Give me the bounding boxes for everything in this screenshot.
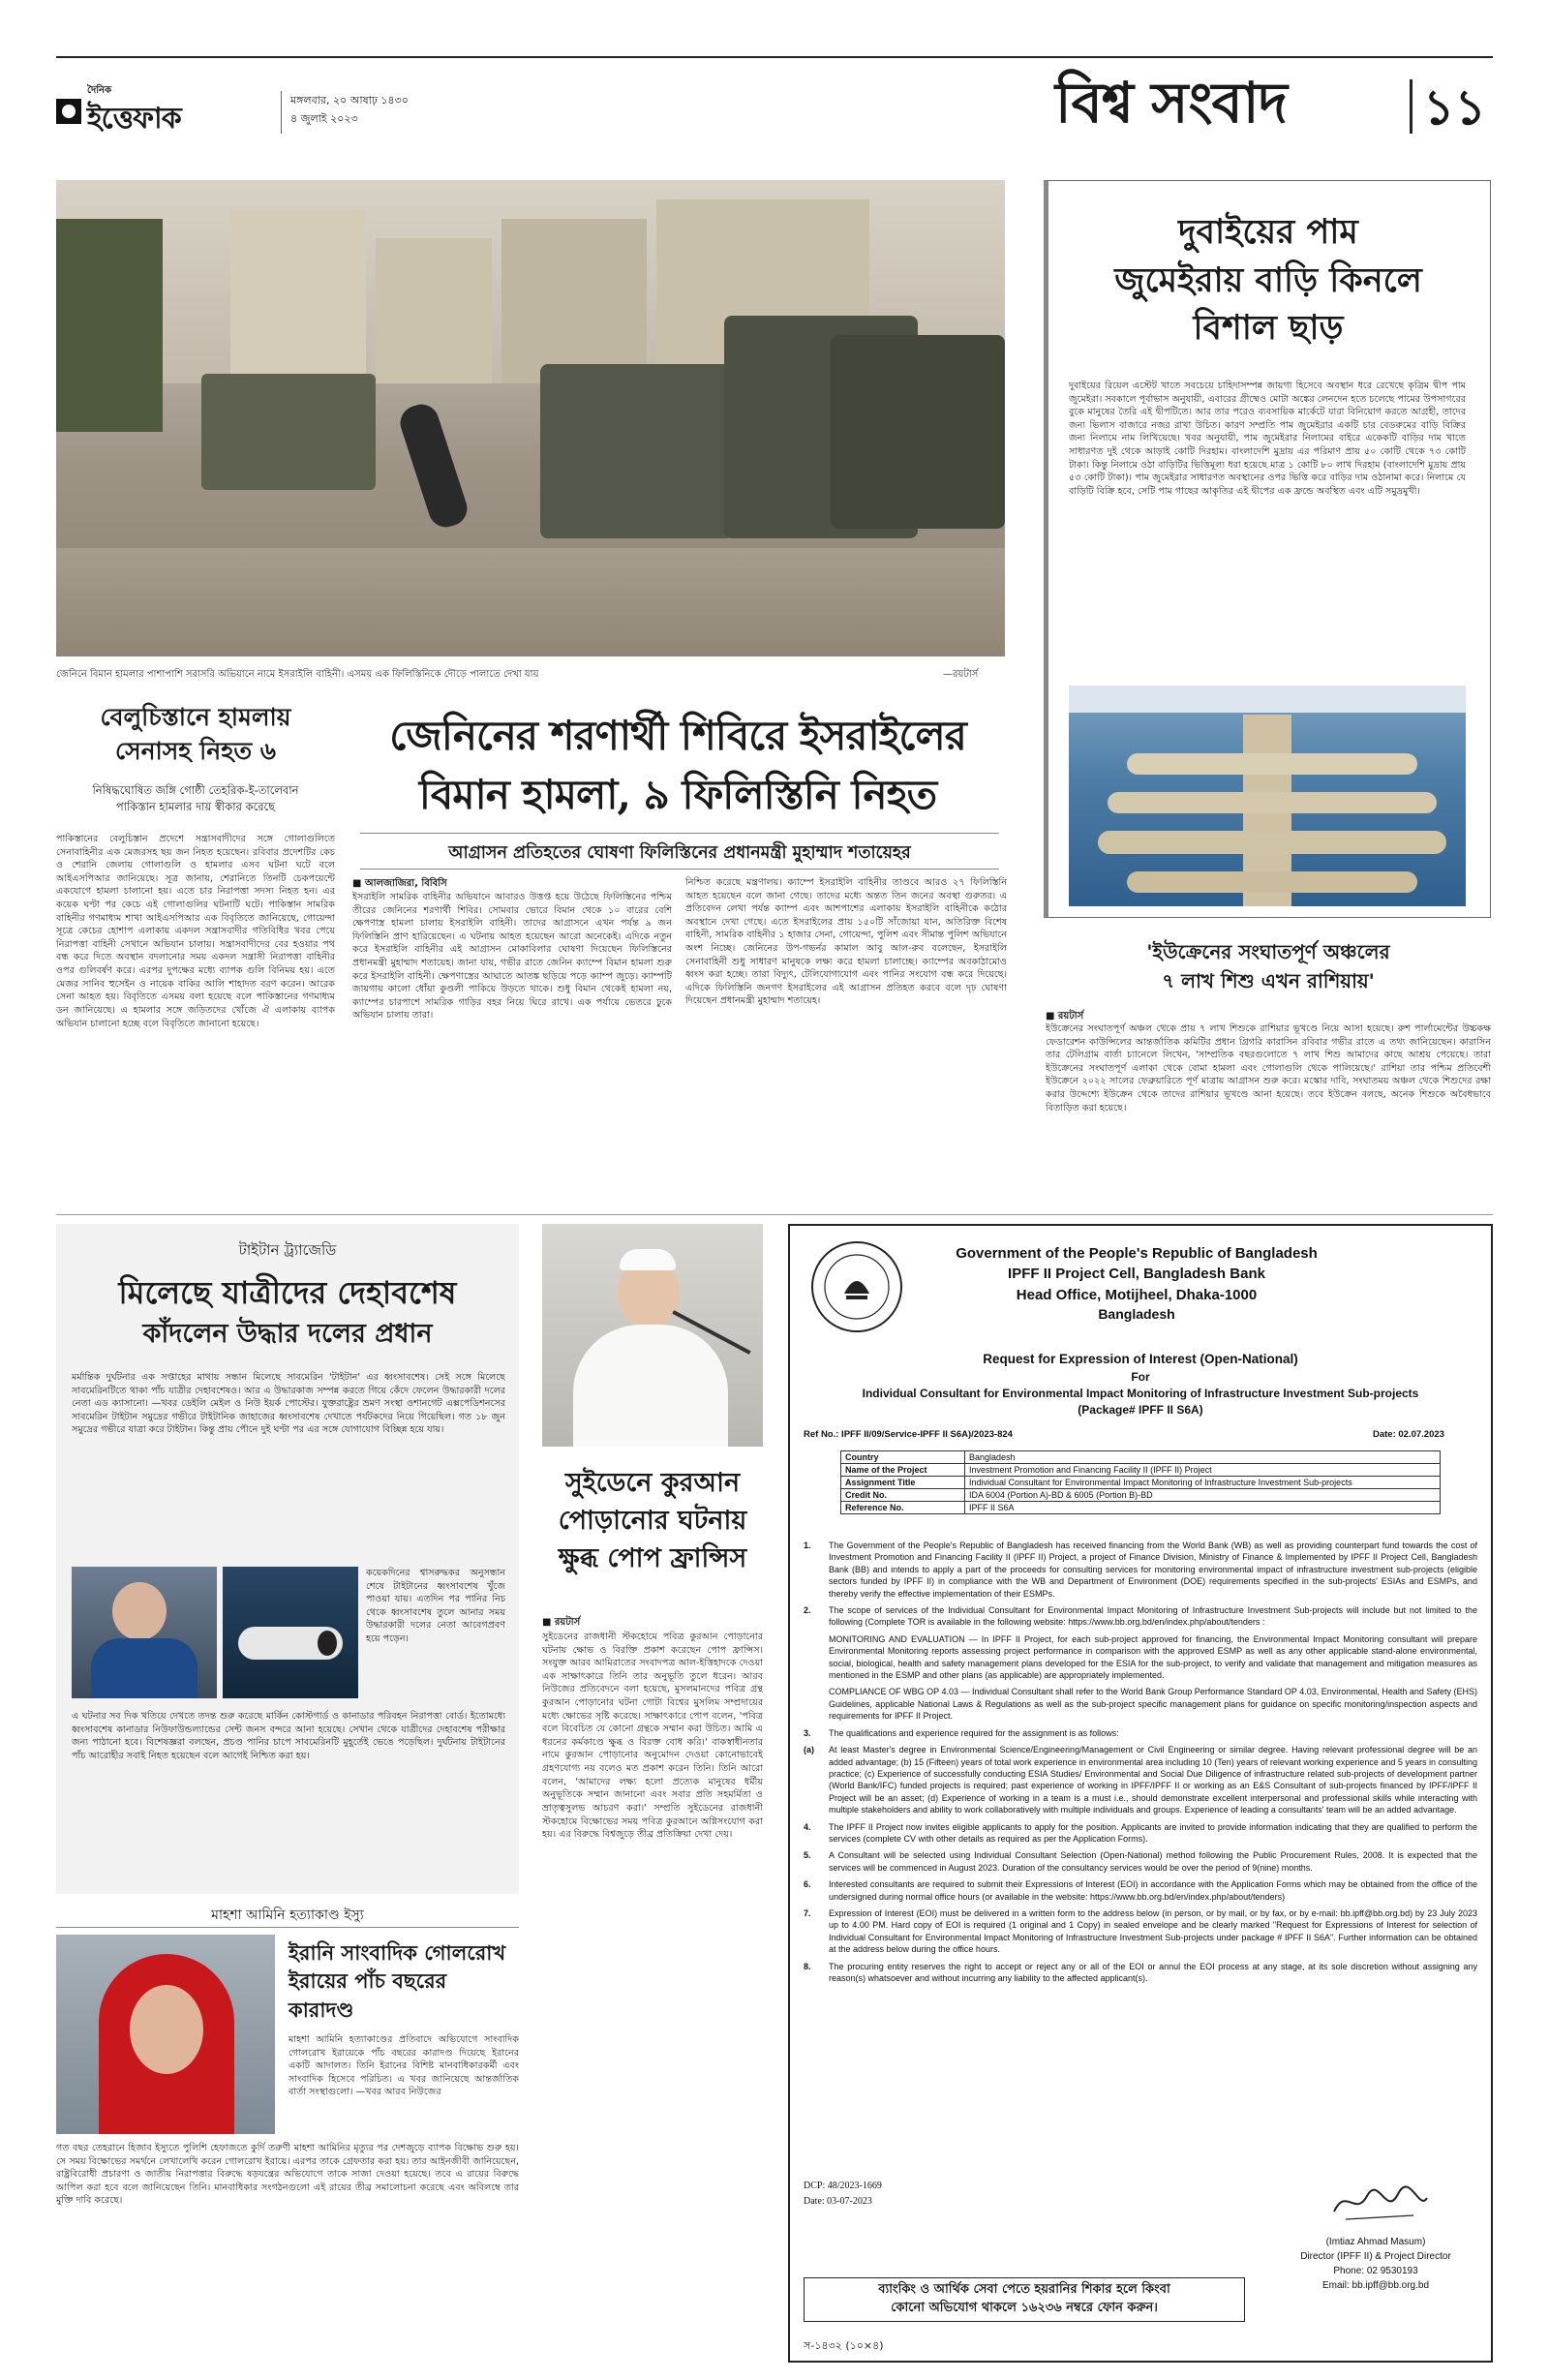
ad-table-value: IPFF II S6A (965, 1502, 1441, 1514)
lead-body-col-2: নিশ্চিত করেছে মন্ত্রণালয়। ক্যাম্পে ইসরাইলি বাহিনীর তাণ্ডবে আরও ২৭ ফিলিস্তিনি আহত হয়েছেন বলে জানা গেছে। তাদের মধ্যে অন্তত তিন জনের অবস্থা গুরুতর। এ প্রতিবেদন লেখা পর্যন্ত ক্যাম্প এবং আশপাশের এলাকায় ইসরাইলি বাহিনীকে কঠোর অবস্থানে দেখা গেছে। এতে ইসরাইলের প্রায় ১৫০টি সাঁজোয়া যান, অতিরিক্ত বিশেষ বাহিনী, সামরিক বাহিনীর ১ হাজার সেনা, গোয়েন্দা, পুলিশ এবং সীমান্ত পুলিশ অভিযানে অংশ নিচ্ছে। জেনিনের উপ-গভর্নর কামাল আবু আল-রুব বলেছেন, ইসরাইলি সেনাবাহিনী শুধু সাধারণ মানুষকে লক্ষ্য করে হামলা চালাচ্ছে। ক্যাম্পের অবকাঠামোও ধ্বংস করা হচ্ছে। তারা বিদ্যুৎ, টেলিযোগাযোগ এবং পানির সংযোগ বন্ধ করে দিয়েছে। এদিকে ফিলিস্তিনি জনগণ ইসরাইলের এই আগ্রাসন প্রতিহত করবে বলে দৃঢ় ঘোষণা দিয়েছেন প্রধানমন্ত্রী মুহাম্মাদ শতায়েহ। (685, 877, 1007, 1007)
ad-item (804, 1821, 1477, 1846)
ad-package: (Package# IPFF II S6A) (1078, 1403, 1203, 1418)
dubai-body: দুবাইয়ের রিয়েল এস্টেট খাতে সবচেয়ে চাহিদাসম্পন্ন জায়গা হিসেবে অবস্থান ধরে রেখেছে কৃত্রিম দ্বীপ পাম জুমেইরা। সবকালে পূর্বাভাস অনুযায়ী, এবারের গ্রীষ্মেও মোটা অঙ্কের লেনদেন হতে চলেছে পামের উপসাগরের বুকে মানুষের তৈরি এই দ্বীপটিতে। আর তার পরেও ব্যবসায়িক মার্কেটে যারা বিনিয়োগ করতে আগ্রহী, তাদের জন্য ভিলাস বাজারে নজর রাখা উচিত। কারণ সম্প্রতি পাম জুমেইরার একটি চার বেডরুমের বাড়ি বিক্রির জন্য নিলামে নাম লিখিয়েছে। খবর অনুযায়ী, পাম জুমেইরার নিলামের বাইরে একেকটি বাড়ির দাম খাতে সাধারণত দুই থেকে আড়াই কোটি দিরহাম। বাংলাদেশি মুদ্রায় এর পরিমাণ প্রায় ৫০ কোটি থেকে ৭৩ কোটি টাকা। কিন্তু নিলামে ওঠা বাড়িটির ভিত্তিমূল্য ধরা হয়েছে মাত্র ১ কোটি ৮০ লাখ দিরহাম (বাংলাদেশি মুদ্রায় প্রায় ৫৩ কোটি টাকা)। পাম জুমেইরার সাধারণত অবস্থানের ওপর ভিত্তি করে বাড়ির দাম ওঠানামা করে। নিলামে যে বাড়িটি বিক্রি হবে, সেটি পাম গাছের আকৃতির এই দ্বীপের এক ফ্রন্ডে অবস্থিত এবং এটি সমুদ্রমুখী। (1069, 381, 1466, 497)
lead-headline-line-2: বিমান হামলা, ৯ ফিলিস্তিনি নিহত (418, 770, 937, 818)
bangladesh-bank-seal-icon (809, 1239, 904, 1334)
ad-country: Bangladesh (1098, 1305, 1175, 1322)
ad-table-value: Investment Promotion and Financing Facility II (IPFF II) Project (965, 1464, 1441, 1477)
ad-item-text: The IPFF II Project now invites eligible applicants to apply for the position. Applicants are invited to provide information indicating that they are qualified to perform the services (complete CV with other details as required as per the Application Forms). (829, 1821, 1477, 1844)
signature-icon (1326, 2179, 1433, 2227)
ad-item (804, 1961, 1477, 1985)
dubai-headline (1046, 208, 1491, 352)
ad-item-text: At least Master's degree in Environmental Science/Engineering/Management or Civil Engineering or similar degree. Having relevant professional degree will be an added advantage; (b) 15 (Fifteen) years of total work experience in environmental area including 10 (Ten) years of relevant working experience and 5 years in consulting practice; (c) Experience of successfully conducting ESIA Studies/ Environmental and Social Due Diligence of infrastructure related sub-projects of development partner (World Bank/IFC) funded projects is required; past experience of working in IPFF/IPFF II or working as an E&S Consultant of sub-projects financed by IPFF/IPFF II Project will be an asset; (d) Experience of working in a team is a must i.e., should demonstrate excellent interpersonal and professional skills while interacting with multiple stakeholders and ability to work collaboratively with multiple individuals and groups. Experience of leading a consultants' team will be an added advantage. (829, 1745, 1477, 1816)
ad-request-title: Request for Expression of Interest (Open-National) (983, 1352, 1298, 1366)
ukraine-headline-line-2: ৭ লাখ শিশু এখন রাশিয়ায়' (1162, 969, 1375, 992)
baluch-subhead (56, 782, 335, 816)
mahsa-kicker: মাহশা আমিনি হত্যাকাণ্ড ইস্যু (211, 1907, 364, 1923)
dubai-headline-line-2: জুমেইরায় বাড়ি কিনলে (1114, 259, 1422, 300)
pope-headline-line-1: সুইডেনে কুরআন (564, 1468, 741, 1498)
baluch-headline-line-2: সেনাসহ নিহত ৬ (114, 737, 277, 765)
baluch-headline (56, 700, 335, 768)
lead-subhead: আগ্রাসন প্রতিহতের ঘোষণা ফিলিস্তিনের প্রধানমন্ত্রী মুহাম্মাদ শতায়েহর (448, 843, 911, 863)
ad-item-text: The qualifications and experience required for the assignment is as follows: (829, 1727, 1119, 1738)
lead-dateline: ■ আলজাজিরা, বিবিসি (352, 878, 447, 889)
dubai-headline-line-3: বিশাল ছাড় (1193, 308, 1344, 349)
ad-government: Government of the People's Republic of Bangladesh (956, 1245, 1318, 1262)
ad-item (804, 1744, 1477, 1816)
ad-item-number (804, 1633, 829, 1682)
lead-body-col-1: ইসরাইলি সামরিক বাহিনীর অভিযানে আবারও উত্তপ্ত হয়ে উঠেছে ফিলিস্তিনের পশ্চিম তীরের জেনিনের শরণার্থী শিবির। সোমবার ভোরে বিমান থেকে ১০ বারের বেশি ক্ষেপণাস্ত্র হামলা চালায় ইসরাইলি বাহিনী। তাদের আগ্রাসনে এখন পর্যন্ত ৯ জন ফিলিস্তিনি প্রাণ হারিয়েছেন। এ ঘটনায় আহত হয়েছেন আরো অনেকেই। এদিকে নতুন করে ইসরাইলি বাহিনীর এই আগ্রাসন মোকাবিলার ঘোষণা দিয়েছেন ফিলিস্তিনের প্রধানমন্ত্রী মুহাম্মাদ শতায়েহ। জানা যায়, গভীর রাতে জেনিন ক্যাম্পে বিমান হামলা শুরু করে ইসরাইলি বাহিনী। ক্ষেপণাস্ত্রের আঘাতে আতঙ্ক ছড়িয়ে পড়ে ক্যাম্প জুড়ে। ক্যাম্পটি জায়গায় কালো ধোঁয়া কুণ্ডলী পাকিয়ে উড়তে থাকে। শুধু বিমান থেকেই হামলা নয়, ক্যাম্পের চারপাশে সামরিক গাড়ির বহর নিয়ে ঘিরে রাখে। এক পর্যায়ে ভেতরে ঢুকে অভিযান চালায় তারা। (352, 892, 672, 1022)
pope-dateline: ■ রয়টার্স (542, 1617, 581, 1628)
ad-table-key: Reference No. (841, 1502, 965, 1514)
ad-table-key: Country (841, 1451, 965, 1464)
ad-item (804, 1878, 1477, 1903)
lead-headline (349, 707, 1007, 825)
ad-table-row (841, 1451, 1441, 1464)
titan-photo-submarine (223, 1567, 358, 1698)
ad-table-value: IDA 6004 (Portion A)-BD & 6005 (Portion B)-BD (965, 1489, 1441, 1502)
ad-signatory: (Imtiaz Ahmad Masum) (1325, 2237, 1426, 2247)
ad-item (804, 1849, 1477, 1874)
ad-item-number: 6. (804, 1879, 811, 1890)
logo-name: ইত্তেফাক (87, 102, 181, 136)
ad-item-number: 4. (804, 1821, 811, 1832)
ad-dcp: DCP: 48/2023-1669 (804, 2181, 882, 2191)
mahsa-headline-line-3: কারাদণ্ড (289, 1997, 354, 2022)
bangladesh-bank-seal (809, 1239, 904, 1334)
titan-headline-line-1: মিলেছে যাত্রীদের দেহাবশেষ (118, 1274, 457, 1311)
ad-table-value: Individual Consultant for Environmental Impact Monitoring of Infrastructure Investment Sub-projects (965, 1477, 1441, 1489)
logo-small-text: দৈনিক (87, 85, 112, 96)
ad-table-value: Bangladesh (965, 1451, 1441, 1464)
ad-email: Email: bb.ipff@bb.org.bd (1321, 2280, 1430, 2291)
mahsa-body-side: মাহশা আমিনি হত্যাকাণ্ডের প্রতিবাদে অভিযোগে সাংবাদিক গোলরোখ ইরায়েকে পাঁচ বছরের কারাদণ্ড দিয়েছে ইরানের একটি আদালত। তিনি ইরানের বিশিষ্ট মানবাধিকারকর্মী এবং সাংবাদিক হিসেবে পরিচিত। এ খবর জানিয়েছে আন্তর্জাতিক বার্তা সংস্থাগুলো। —খবর আরব নিউজের (289, 2034, 519, 2098)
ad-items (804, 1540, 1477, 2150)
ad-item (804, 1633, 1477, 1682)
ad-signatory-block (1274, 2235, 1477, 2293)
ad-signature (1326, 2179, 1433, 2227)
dubai-headline-line-1: দুবাইয়ের পাম (1178, 212, 1358, 252)
ad-item-text: The procuring entity reserves the right to accept or reject any or all of the EOI or annul the EOI process at any stage, at its sole discretion without assigning any reason(s) whatsoever and without incurring any liability to the affected applicant(s). (829, 1961, 1477, 1983)
lead-photo-caption: জেনিনে বিমান হামলার পাশাপাশি সরাসরি অভিযানে নামে ইসরাইলি বাহিনী। এসময় এক ফিলিস্তিনিকে দৌড়ে পালাতে দেখা যায় (56, 669, 539, 680)
ad-code: স-১৪৩২ (১০×৪) (804, 2339, 884, 2352)
ad-table-row (841, 1502, 1441, 1514)
ad-date: Date: 02.07.2023 (1373, 1429, 1444, 1440)
ad-item-text: A Consultant will be selected using Individual Consultant Selection (Open-National) method following the Public Procurement Rules, 2008. It is expected that the services will be commenced in August 2023. Duration of the consultancy services would be over the period of 9(nine) months. (829, 1850, 1477, 1873)
ad-for: For (1131, 1369, 1150, 1384)
pope-photo (542, 1224, 763, 1447)
ad-office: Head Office, Motijheel, Dhaka-1000 (1016, 1286, 1258, 1303)
ad-hotline-text (804, 2281, 1245, 2318)
ad-table-key: Name of the Project (841, 1464, 965, 1477)
ad-item-number: 1. (804, 1541, 811, 1550)
issue-date-bangla: মঙ্গলবার, ২০ আষাঢ় ১৪৩০ (290, 94, 409, 107)
ad-item (804, 1907, 1477, 1956)
ad-item-text: Interested consultants are required to submit their Expressions of Interest (EOI) in accordance with the Application Forms which may be obtained from the office of the undersigned during normal office hours (or available in the website: https://www.bb.org.bd/en/index.php/about/tenders) (829, 1879, 1477, 1902)
ad-details-table (840, 1450, 1441, 1514)
pope-body: সুইডেনের রাজধানী স্টকহোমে পবিত্র কুরআন পোড়ানোর ঘটনায় ক্ষোভ ও বিরক্তি প্রকাশ করেছেন পোপ ফ্রান্সিস। সংযুক্ত আরব আমিরাতের সংবাদপত্র আল-ইত্তিহাদকে দেওয়া এক সাক্ষাৎকারে তিনি তার অনুভূতি তুলে ধরেন। আরব নিউজের প্রতিবেদনে বলা হয়েছে, মুসলমানদের পবিত্র গ্রন্থ কুরআন পোড়ানোর ঘটনা গোটা বিশ্বের মুসলিম সম্প্রদায়ের মধ্যে ক্ষোভের সৃষ্টি করেছে। সাক্ষাৎকারে পোপ বলেন, 'পবিত্র বলে বিবেচিত যে কোনো গ্রন্থকে সম্মান করা উচিত। আমি এ ধরনের কর্মকাণ্ডে ক্ষুব্ধ ও বিরক্ত বোধ করি।' বাকস্বাধীনতার নামে কুরআন পোড়ানোর অনুমোদন দেওয়া কোনোভাবেই গ্রহণযোগ্য নয় বলেও মত প্রকাশ করেন তিনি। তিনি আরো বলেন, 'আমাদের লক্ষ্য হলো প্রত্যেক মানুষের ধর্মীয় অনুভূতিকে সম্মান জানানো এবং সবার প্রতি সহমর্মিতা ও ভ্রাতৃত্বসুলভ আচরণ করা।' সম্প্রতি সুইডেনের রাজধানী স্টকহোমে বিক্ষোভের সময় পবিত্র কুরআনে অগ্নিসংযোগ করা হয়। এর বিরুদ্ধে বিশ্বজুড়ে তীব্র প্রতিক্রিয়া দেখা দেয়। (542, 1632, 763, 1841)
lead-headline-line-1: জেনিনের শরণার্থী শিবিরে ইসরাইলের (389, 712, 966, 759)
lead-photo-credit: —রয়টার্স (943, 669, 979, 680)
ad-reference: Ref No.: IPFF II/09/Service-IPFF II S6A)/2023-824 (804, 1429, 1013, 1440)
ad-item-text: The Government of the People's Republic of Bangladesh has received financing from the World Bank (WB) as well as providing counterpart fund towards the cost of Investment Promotion and Financing Facility II (IPFF II) Project, a project of Finance Division, Ministry of Finance & Implemented by IPFF II Project Cell, Bangladesh Bank (BB) and intends to apply a part of the proceeds for consulting services for monitoring environmental impact of infrastructure investment sub-projects (eligible sectors funded by IPFF II) in compliance with the WB and Department of Environment (DOE) requirements specified in the sub-projects' ESIAs and ESMPs, and thereby verify the effective implementation of their ESMPs. (829, 1541, 1477, 1599)
titan-headline (56, 1270, 519, 1354)
ad-hotline-line-2: কোনো অভিযোগ থাকলে ১৬২৩৬ নম্বরে ফোন করুন। (891, 2300, 1158, 2315)
section-title: বিশ্ব সংবাদ (1055, 70, 1288, 136)
ukraine-dateline: ■ রয়টার্স (1046, 1011, 1084, 1022)
ad-heading (914, 1243, 1359, 1325)
baluch-headline-line-1: বেলুচিস্তানে হামলায় (100, 703, 291, 731)
ad-item (804, 1686, 1477, 1722)
pope-headline-line-2: পোড়ানোর ঘটনায় (558, 1506, 747, 1537)
ad-item-number: 2. (804, 1605, 811, 1616)
ad-item-number: (a) (804, 1745, 814, 1755)
ad-item-text: Expression of Interest (EOI) must be delivered in a written form to the address below (in person, or by mail, or by fax, or by e-mail: bb.ipff@bb.org.bd) by 23 July 2023 up to 4.00 PM. Hard copy of EOI is required (1 original and 1 Copy) in sealed envelope and be clearly marked "Request for Expressions of Interest for selection of Individual Consultant for Environmental Impact Monitoring of Infrastructure Investment Sub-projects under package # IPFF II S6A". Further information can be obtained at the address below during the office hours. (829, 1907, 1477, 1955)
ad-request-block (804, 1350, 1477, 1419)
titan-body-top: মর্মান্তিক দুর্ঘটনার এক সপ্তাহের মাথায় সন্ধান মিলেছে সাবমেরিন 'টাইটান' এর ধ্বংসাবশেষ। সেই সঙ্গে মিলেছে সাবমেরিনটিতে থাকা পাঁচ যাত্রীর দেহাবশেষও। আর এ উদ্ধারকাজ সম্পন্ন করতে গিয়ে কেঁদে ফেলেন উদ্ধারকারী দলের নেতা এড ক্যাসানো। —খবর ডেইলি মেইল ও নিউ ইয়র্ক পোস্টের। যুক্তরাষ্ট্রের ভ্রমণ সংস্থা ওশানগেট এক্সপেডিশনসের সাবমেরিন টাইটান সমুদ্রের গভীরে টাইটানিক জাহাজের ধ্বংসাবশেষ দেখাতে পর্যটকদের নিয়ে গিয়েছিল। গত ১৮ জুন সমুদ্রের গভীরে যাত্রা করে টাইটান। কিন্তু প্রায় পৌনে দুই ঘণ্টা পর এর সঙ্গে যোগাযোগ বিচ্ছিন্ন হয়ে যায়। (72, 1372, 505, 1436)
baluch-body: পাকিস্তানের বেলুচিস্তান প্রদেশে সন্ত্রাসবাদীদের সঙ্গে গোলাগুলিতে সেনাবাহিনীর এক মেজরসহ ছয় জন নিহত হয়েছেন। রবিবার প্রদেশটির কেচ ও শেরানি জেলায় গোলাগুলি ও হামলার এসব ঘটনা ঘটে বলে আইএসপিআর জানিয়েছে। সূত্র জানায়, শেরানিতে তিনটি চেকপয়েন্টে একযোগে হামলা চালানো হয়। এতে চার নিরাপত্তা সদস্য নিহত হন। এর কয়েক ঘণ্টা পর কেচে এই গোলাগুলির ঘটনাটি ঘটে। পাকিস্তান সামরিক বাহিনীর গণমাধ্যম শাখা আইএসপিআর এক বিবৃতিতে জানিয়েছে, গোয়েন্দা সূত্রে কেচের হোশাপ এলাকায় একদল সন্ত্রাসবাদীর গতিবিধির খবর পেয়ে নিরাপত্তা বাহিনী সেখানে অভিযান চালায়। সন্ত্রাসবাদীদের বের হওয়ার পথ বন্ধ করে দিতে অবস্থান বদলানোর সময় একদল সন্ত্রাসী নিরাপত্তা বাহিনীর ওপর গুলিবর্ষণ করে। এরপর দুপক্ষের মধ্যে ব্যাপক গুলি বিনিময় হয়। এতে মেজর সানিব হুসেইন ও নায়েক বাকির আলি শাহাদত বরণ করেন। আরেক সেনা আহত হয়। বিবৃতিতে এসময় বলা হয়েছে বলে পাকিস্তানের গণমাধ্যম ডন জানিয়েছে। এ হামলার সঙ্গে জড়িতদের খোঁজে ঐ এলাকায় ব্যাপক অভিযান চালানো হচ্ছে বলে বিবৃতিতে জানানো হয়েছে। (56, 834, 335, 1029)
titan-body-side: কয়েকদিনের শ্বাসরুদ্ধকর অনুসন্ধান শেষে টাইটানের ধ্বংসাবশেষ খুঁজে পাওয়া যায়। এতদিন পর পানির নিচ থেকে ধ্বংসাবশেষ তুলে আনার সময় উদ্ধারকারী দলের নেতা আবেগপ্রবণ হয়ে পড়েন। (366, 1568, 505, 1645)
ad-item (804, 1727, 1477, 1739)
ad-item (804, 1540, 1477, 1600)
mahsa-headline (289, 1938, 519, 2024)
ad-item-text: COMPLIANCE OF WBG OP 4.03 — Individual Consultant shall refer to the World Bank Group Performance Standard OP 4.03, Environmental, Health and Safety (EHS) Guidelines, applicable National Laws & Regulations as well as the sub-project specific management plans for guidance on specific monitoring/inspection aspects and requirements for IPFF II Project. (829, 1687, 1477, 1722)
ad-item-number: 7. (804, 1907, 811, 1918)
pope-headline (542, 1464, 763, 1577)
titan-photo-rescue-chief (72, 1567, 217, 1698)
ad-dcp-date: Date: 03-07-2023 (804, 2196, 872, 2207)
ukraine-headline-line-1: 'ইউক্রেনের সংঘাতপূর্ণ অঞ্চলের (1146, 940, 1390, 963)
newspaper-logo (56, 85, 265, 136)
ad-phone: Phone: 02 9530193 (1333, 2266, 1418, 2276)
ad-table-key: Credit No. (841, 1489, 965, 1502)
titan-kicker: টাইটান ট্র্যাজেডি (238, 1241, 337, 1259)
mahsa-body-bottom: গত বছর তেহরানে হিজাব ইস্যুতে পুলিশি হেফাজতে কুর্দি তরুণী মাহশা আমিনির মৃত্যুর পর দেশজুড়ে ব্যাপক বিক্ষোভ শুরু হয়। সে সময় বিক্ষোভের সমর্থনে লেখালেখি করেন গোলরোখ ইরায়ে। এরপর তাকে গ্রেফতার করা হয়। তার আইনজীবী জানিয়েছেন, রাষ্ট্রবিরোধী প্রচারণা ও জাতীয় নিরাপত্তার বিরুদ্ধে ষড়যন্ত্রের অভিযোগে তাকে সাজা দেওয়া হয়েছে। তবে এ রায়ের বিরুদ্ধে আপিল করা হবে বলে জানিয়েছেন তিনি। মানবাধিকার সংগঠনগুলো এই রায়ের তীব্র সমালোচনা করেছে এবং অবিলম্বে তার মুক্তি দাবি করেছে। (56, 2143, 519, 2207)
titan-headline-line-2: কাঁদলেন উদ্ধার দলের প্রধান (142, 1319, 433, 1350)
titan-body-bottom: এ ঘটনার সব দিক খতিয়ে দেখতে তদন্ত শুরু করেছে মার্কিন কোস্টগার্ড ও কানাডার পরিবহন নিরাপত্তা বোর্ড। ইতোমধ্যে ধ্বংসাবশেষ কানাডার নিউফাউন্ডল্যান্ডের সেন্ট জনস বন্দরে আনা হয়েছে। সেখান থেকে যাত্রীদের দেহাবশেষ পরীক্ষার জন্য পাঠানো হবে। বিশেষজ্ঞরা বলছেন, প্রচণ্ড পানির চাপে সাবমেরিনটি মুহূর্তেই ভেঙে পড়েছিল। দুর্ঘটনায় টাইটানের পাঁচ আরোহীর সবাই নিহত হয়েছেন বলে আগেই নিশ্চিত করা হয়। (72, 1711, 505, 1761)
ad-table-row (841, 1464, 1441, 1477)
ad-item (804, 1604, 1477, 1629)
mahsa-headline-line-2: ইরায়ের পাঁচ বছরের (289, 1968, 447, 1994)
baluch-subhead-line-1: নিষিদ্ধঘোষিত জঙ্গি গোষ্ঠী তেহরিক-ই-তালেবান (92, 783, 299, 797)
pope-headline-line-3: ক্ষুব্ধ পোপ ফ্রান্সিস (558, 1543, 747, 1574)
ad-item-number (804, 1686, 829, 1722)
ukraine-headline (1046, 937, 1491, 995)
lead-photo-jenin (56, 180, 1005, 656)
ad-table-key: Assignment Title (841, 1477, 965, 1489)
baluch-subhead-line-2: পাকিস্তান হামলার দায় স্বীকার করেছে (115, 800, 276, 814)
page-number: ১১ (1423, 78, 1486, 136)
ad-designation: Director (IPFF II) & Project Director (1300, 2251, 1451, 2262)
ad-item-number: 8. (804, 1961, 811, 1971)
ad-item-number: 3. (804, 1727, 811, 1738)
ad-hotline-line-1: ব্যাংকিং ও আর্থিক সেবা পেতে হয়রানির শিকার হলে কিংবা (878, 2282, 1170, 2297)
ad-consultant-title: Individual Consultant for Environmental Impact Monitoring of Infrastructure Investment Sub-projects (862, 1386, 1419, 1400)
ad-item-number: 5. (804, 1850, 811, 1861)
ad-item-text: The scope of services of the Individual Consultant for Environmental Impact Monitoring of Infrastructure Investment Sub-projects will include but not limited to the following (Complete TOR is available in the following website: https://www.bb.org.bd/en/index.php/about/tenders : (829, 1605, 1477, 1628)
ad-table-row (841, 1477, 1441, 1489)
dubai-photo-palm-jumeirah (1069, 686, 1466, 906)
ad-project-cell: IPFF II Project Cell, Bangladesh Bank (1008, 1266, 1265, 1283)
ad-item-text: MONITORING AND EVALUATION — In IPFF II Project, for each sub-project approved for financing, the Environmental Impact Monitoring consultant will prepare Environmental Monitoring reports assessing project performance in comparison with the approved ESMP as well as any other applicable stand-alone environmental, social, biological, health and safety management plans developed for the ESIA for the sub-project, to verify and validate that management and mitigation measures as mentioned in the ESMP and other plans (as applicable) are appropriately implemented. (829, 1633, 1477, 1681)
issue-date-english: ৪ জুলাই ২০২৩ (290, 112, 358, 125)
ukraine-body: ইউক্রেনের সংঘাতপূর্ণ অঞ্চল থেকে প্রায় ৭ লাখ শিশুকে রাশিয়ার ভূখণ্ডে নিয়ে আসা হয়েছে। রুশ পার্লামেন্টের উচ্চকক্ষ ফেডারেশন কাউন্সিলের আন্তর্জাতিক কমিটির প্রধান গ্রিগরি কারাসিন রবিবার গভীর রাতে এ তথ্য জানিয়েছেন। কারাসিন তার টেলিগ্রাম বার্তা চ্যানেলে লিখেন, 'সাম্প্রতিক বছরগুলোতে ৭ লাখ শিশু আমাদের কাছে আশ্রয় পেয়েছে। তারা ইউক্রেনের সংঘাতপূর্ণ এলাকা থেকে বোমা হামলা এবং গোলাগুলি থেকে পালিয়েছে।' রাশিয়া তার পশ্চিম প্রতিবেশী ইউক্রেনে ২০২২ সালের ফেব্রুয়ারিতে পূর্ণ মাত্রায় আগ্রাসন শুরু করে। মস্কোর দাবি, সংঘাতময় অঞ্চল থেকে শিশুদের রক্ষা করার উদ্দেশ্যে ইউক্রেন থেকে তাদের রাশিয়ার ভূখণ্ডে আনা হয়েছে। তবে ইউক্রেন বলছে, অনেক শিশুকে অবৈধভাবে বিতাড়িত করা হয়েছে। (1046, 1023, 1491, 1114)
mahsa-headline-line-1: ইরানি সাংবাদিক গোলরোখ (289, 1940, 506, 1965)
mahsa-photo-golrokh (56, 1935, 275, 2134)
ad-table-row (841, 1489, 1441, 1502)
